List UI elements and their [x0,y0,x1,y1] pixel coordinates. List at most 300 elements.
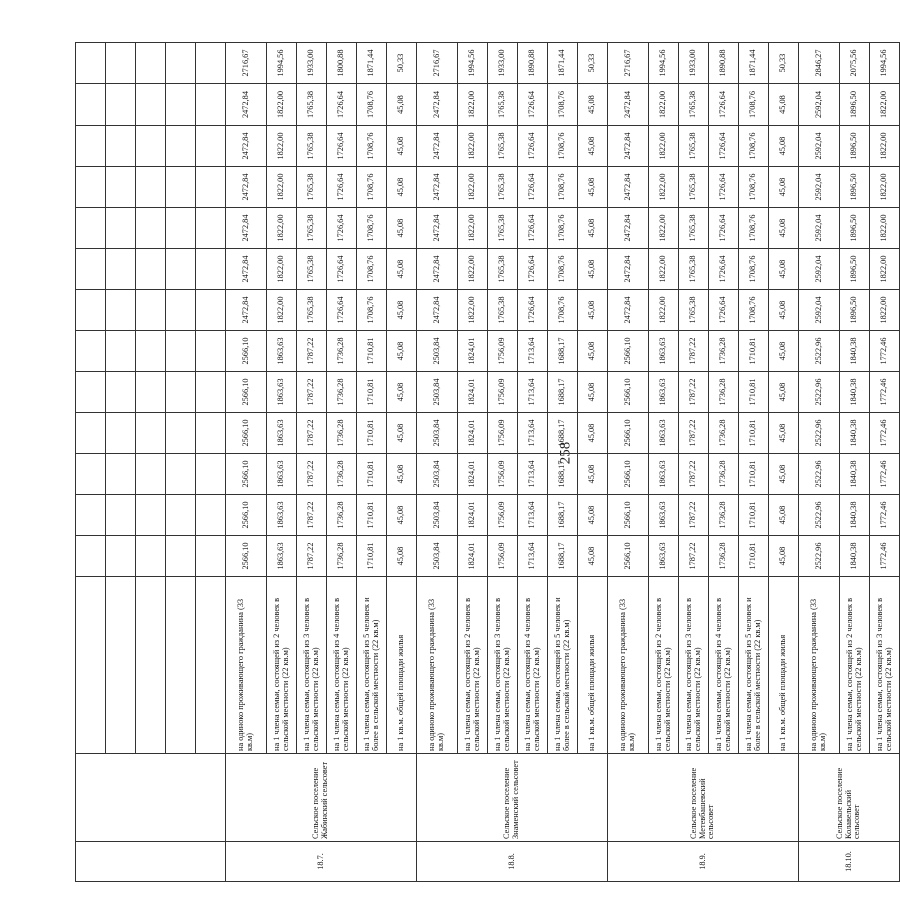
tariff-value: 2472,84 [226,249,267,290]
norm-category: на 1 члена семьи, состоящей из 3 человек в сельской местности (22 кв.м) [679,577,709,754]
tariff-value: 1765,38 [679,84,709,126]
tariff-value: 45,08 [387,536,417,577]
norm-category: на 1 члена семьи, состоящей из 5 человек и более в сельской местности (22 кв.м) [739,577,769,754]
tariff-value: 45,08 [769,126,799,167]
tariff-value: 1822,00 [870,290,900,331]
tariff-value: 1863,63 [649,495,679,536]
tariff-value: 1708,76 [548,84,578,126]
tariff-value [196,290,226,331]
norm-category: на 1 члена семьи, состоящей из 4 человек в сельской местности (22 кв.м) [518,577,548,754]
tariff-value: 1822,00 [649,167,679,208]
tariff-value: 1688,17 [548,413,578,454]
tariff-value: 1710,81 [739,331,769,372]
tariff-value: 1710,81 [357,495,387,536]
tariff-value: 45,08 [578,167,608,208]
tariff-value: 1726,64 [518,167,548,208]
tariff-value: 45,08 [387,413,417,454]
tariff-value: 1863,63 [649,372,679,413]
tariff-value: 2566,10 [608,536,649,577]
tariff-value: 1840,38 [840,372,870,413]
table-body [76,43,900,882]
tariff-value: 2716,67 [417,43,458,84]
tariff-value [106,126,136,167]
tariff-value [166,84,196,126]
tariff-value: 45,08 [578,372,608,413]
tariff-value: 2472,84 [608,167,649,208]
tariff-value: 1688,17 [548,372,578,413]
tariff-value [166,249,196,290]
tariff-value: 1840,38 [840,495,870,536]
section-number [76,842,226,882]
tariff-value: 1708,76 [357,208,387,249]
tariff-value: 1713,64 [518,413,548,454]
tariff-value: 2522,96 [799,536,840,577]
tariff-value [76,413,106,454]
tariff-value [106,372,136,413]
tariff-value [196,413,226,454]
tariff-value: 2472,84 [417,249,458,290]
tariff-value: 1896,50 [840,290,870,331]
tariff-value: 1822,00 [458,290,488,331]
tariff-value: 1736,28 [709,331,739,372]
tariff-value: 2503,84 [417,331,458,372]
tariff-value: 1840,38 [840,413,870,454]
tariff-value: 1765,38 [297,290,327,331]
tariff-value: 1787,22 [679,372,709,413]
settlement-name: Сельское поселение Знаменский сельсовет [417,754,608,842]
tariff-value: 1708,76 [739,249,769,290]
tariff-value: 2503,84 [417,413,458,454]
tariff-value: 2522,96 [799,413,840,454]
tariff-value: 45,08 [769,249,799,290]
tariff-value [166,495,196,536]
tariff-value: 1736,28 [327,454,357,495]
tariff-value: 1822,00 [870,84,900,126]
tariff-value: 1822,00 [649,208,679,249]
norm-category [136,577,166,754]
norm-category: на одиноко проживающего гражданина (33 кв.м) [417,577,458,754]
tariff-value: 2472,84 [226,84,267,126]
tariff-value: 1896,50 [840,126,870,167]
tariff-value [106,249,136,290]
tariff-value: 2472,84 [226,167,267,208]
tariff-value [196,454,226,495]
norm-category [106,577,136,754]
tariff-value: 2472,84 [417,290,458,331]
tariff-value: 1765,38 [679,167,709,208]
tariff-value: 45,08 [578,84,608,126]
settlement-name: Сельское поселение Жабинский сельсовет [226,754,417,842]
tariff-value: 1708,76 [739,126,769,167]
tariff-value [76,495,106,536]
tariff-value [136,372,166,413]
tariff-value: 45,08 [578,413,608,454]
tariff-value: 2503,84 [417,495,458,536]
norm-category: на 1 члена семьи, состоящей из 3 человек в сельской местности (22 кв.м) [870,577,900,754]
tariff-value: 1708,76 [357,249,387,290]
tariff-value: 1787,22 [297,331,327,372]
section-number: 18.10. [799,842,900,882]
tariff-value: 2472,84 [608,290,649,331]
norm-category: на 1 члена семьи, состоящей из 5 человек и более в сельской местности (22 кв.м) [548,577,578,754]
tariff-value: 1708,76 [739,290,769,331]
tariff-value: 2716,67 [608,43,649,84]
tariff-value: 1756,09 [488,536,518,577]
norm-category: на 1 члена семьи, состоящей из 2 человек в сельской местности (22 кв.м) [267,577,297,754]
tariff-value: 1994,56 [649,43,679,84]
tariff-value: 45,08 [769,454,799,495]
norm-category: на 1 члена семьи, состоящей из 5 человек и более в сельской местности (22 кв.м) [357,577,387,754]
tariff-value: 1708,76 [739,84,769,126]
norm-category: на 1 члена семьи, состоящей из 4 человек в сельской местности (22 кв.м) [709,577,739,754]
tariff-value [136,331,166,372]
tariff-value: 1765,38 [297,84,327,126]
tariff-value: 1726,64 [709,167,739,208]
tariff-value: 1896,50 [840,249,870,290]
tariff-value: 1726,64 [327,84,357,126]
tariff-value: 1787,22 [679,331,709,372]
tariff-value: 2472,84 [226,126,267,167]
tariff-value: 1765,38 [297,208,327,249]
tariff-value: 45,08 [578,208,608,249]
tariff-value [196,208,226,249]
tariff-value: 45,08 [387,126,417,167]
tariff-value: 2566,10 [608,331,649,372]
tariff-value [136,536,166,577]
tariff-value: 1708,76 [548,249,578,290]
tariff-value: 1822,00 [870,126,900,167]
tariff-value: 1688,17 [548,536,578,577]
tariff-value [106,536,136,577]
tariff-value: 2472,84 [608,208,649,249]
tariff-value: 1736,28 [327,536,357,577]
tariff-value: 1756,09 [488,495,518,536]
tariff-value [136,413,166,454]
tariff-value: 1772,46 [870,536,900,577]
tariff-value: 1726,64 [709,290,739,331]
tariff-value [106,495,136,536]
tariff-value: 1863,63 [267,536,297,577]
tariff-value: 1736,28 [709,413,739,454]
table-row [608,43,649,882]
tariff-value: 2566,10 [226,372,267,413]
tariff-value: 1710,81 [357,454,387,495]
tariff-value: 1708,76 [357,126,387,167]
tariff-value [166,290,196,331]
tariff-value: 1822,00 [649,126,679,167]
tariff-value: 1688,17 [548,331,578,372]
tariff-value: 1710,81 [739,495,769,536]
tariff-value [166,126,196,167]
tariff-value: 1710,81 [739,372,769,413]
tariff-value: 1933,00 [297,43,327,84]
tariff-value: 2566,10 [226,454,267,495]
tariff-value [166,372,196,413]
tariff-value: 1765,38 [488,167,518,208]
tariff-value: 1713,64 [518,372,548,413]
tariff-value: 1726,64 [709,84,739,126]
tariff-value: 1822,00 [458,167,488,208]
page-number: 258 [557,441,574,465]
tariff-value: 1863,63 [267,372,297,413]
tariff-value: 1871,44 [357,43,387,84]
tariff-value: 1708,76 [739,208,769,249]
tariff-value: 2566,10 [608,454,649,495]
tariff-value: 1896,50 [840,208,870,249]
tariff-value: 50,33 [387,43,417,84]
tariff-value: 1713,64 [518,331,548,372]
tariff-value: 1787,22 [297,495,327,536]
tariff-value: 2522,96 [799,372,840,413]
tariff-table [75,42,900,882]
tariff-value: 45,08 [769,167,799,208]
tariff-value [136,43,166,84]
tariff-value: 1708,76 [357,167,387,208]
tariff-value: 1994,56 [870,43,900,84]
tariff-value: 1822,00 [458,208,488,249]
tariff-value: 1710,81 [357,413,387,454]
tariff-value [76,372,106,413]
tariff-value: 1772,46 [870,372,900,413]
tariff-value: 1708,76 [357,290,387,331]
tariff-value: 1765,38 [679,249,709,290]
tariff-value: 1772,46 [870,331,900,372]
tariff-value: 2522,96 [799,495,840,536]
tariff-value [136,249,166,290]
tariff-value: 1710,81 [357,536,387,577]
tariff-value: 1765,38 [488,290,518,331]
tariff-value [136,208,166,249]
tariff-value: 45,08 [578,454,608,495]
tariff-value [106,454,136,495]
tariff-value: 1756,09 [488,413,518,454]
tariff-value: 2846,27 [799,43,840,84]
tariff-value: 2472,84 [608,126,649,167]
tariff-value: 45,08 [769,413,799,454]
tariff-value: 2472,84 [417,126,458,167]
tariff-value: 1765,38 [488,208,518,249]
tariff-value: 1863,63 [267,495,297,536]
tariff-value: 1736,28 [709,495,739,536]
norm-category: на 1 кв.м. общей площади жилья [769,577,799,754]
tariff-value: 1840,38 [840,454,870,495]
tariff-value [106,43,136,84]
tariff-value: 2472,84 [226,208,267,249]
tariff-value: 2472,84 [226,290,267,331]
tariff-value: 1708,76 [548,208,578,249]
tariff-value: 1994,56 [458,43,488,84]
section-number: 18.9. [608,842,799,882]
tariff-value: 1840,38 [840,331,870,372]
tariff-value: 45,08 [578,331,608,372]
tariff-value: 1896,50 [840,167,870,208]
tariff-value: 45,08 [578,290,608,331]
tariff-value: 1800,88 [327,43,357,84]
tariff-value: 1726,64 [327,208,357,249]
tariff-value: 2566,10 [608,495,649,536]
table-row [417,43,458,882]
norm-category [166,577,196,754]
tariff-value: 45,08 [387,84,417,126]
tariff-value [196,536,226,577]
norm-category [76,577,106,754]
tariff-value: 1736,28 [709,536,739,577]
tariff-value: 1726,64 [709,126,739,167]
section-number: 18.8. [417,842,608,882]
tariff-value: 1787,22 [297,372,327,413]
tariff-value [106,167,136,208]
tariff-value: 50,33 [578,43,608,84]
tariff-value: 1822,00 [870,208,900,249]
tariff-value [106,290,136,331]
tariff-value [106,413,136,454]
tariff-value: 1824,01 [458,536,488,577]
tariff-value [136,126,166,167]
tariff-value: 45,08 [769,331,799,372]
norm-category: на 1 кв.м. общей площади жилья [387,577,417,754]
tariff-value [136,495,166,536]
tariff-value: 1765,38 [488,249,518,290]
tariff-value: 1822,00 [267,208,297,249]
tariff-value: 1765,38 [679,208,709,249]
tariff-value: 1710,81 [739,413,769,454]
tariff-value: 1688,17 [548,495,578,536]
tariff-value: 1772,46 [870,495,900,536]
tariff-value: 1863,63 [649,454,679,495]
tariff-value [136,290,166,331]
tariff-value: 1726,64 [518,290,548,331]
table-row [76,43,106,882]
tariff-value: 1772,46 [870,454,900,495]
tariff-value: 1890,88 [518,43,548,84]
tariff-value: 1713,64 [518,454,548,495]
tariff-value [76,43,106,84]
tariff-value: 1726,64 [518,126,548,167]
tariff-value: 1736,28 [327,372,357,413]
tariff-value: 1863,63 [649,536,679,577]
tariff-value: 1824,01 [458,372,488,413]
norm-category: на 1 члена семьи, состоящей из 2 человек в сельской местности (22 кв.м) [649,577,679,754]
tariff-value [196,43,226,84]
tariff-value [196,126,226,167]
tariff-value: 1787,22 [679,413,709,454]
tariff-value: 1822,00 [267,84,297,126]
tariff-value [166,331,196,372]
tariff-value: 2472,84 [608,84,649,126]
tariff-value: 1863,63 [267,331,297,372]
tariff-value: 2566,10 [226,331,267,372]
tariff-value: 1756,09 [488,454,518,495]
tariff-value [136,84,166,126]
tariff-value: 1688,17 [548,454,578,495]
tariff-value: 1708,76 [548,290,578,331]
tariff-value: 1787,22 [297,454,327,495]
tariff-value: 1822,00 [458,84,488,126]
tariff-value: 1726,64 [518,249,548,290]
tariff-value: 45,08 [578,249,608,290]
tariff-value [166,536,196,577]
tariff-value: 1824,01 [458,454,488,495]
tariff-value [106,208,136,249]
tariff-value [76,331,106,372]
tariff-value: 45,08 [387,372,417,413]
tariff-value [196,84,226,126]
tariff-value: 1824,01 [458,413,488,454]
tariff-value: 1765,38 [488,126,518,167]
tariff-value: 1933,00 [679,43,709,84]
tariff-value [196,331,226,372]
tariff-value [76,536,106,577]
tariff-value: 1713,64 [518,536,548,577]
tariff-value: 1822,00 [267,167,297,208]
norm-category: на 1 члена семьи, состоящей из 2 человек в сельской местности (22 кв.м) [458,577,488,754]
tariff-value: 1736,28 [709,454,739,495]
tariff-value [76,167,106,208]
tariff-value: 45,08 [387,167,417,208]
tariff-value: 2503,84 [417,536,458,577]
tariff-value: 1871,44 [548,43,578,84]
tariff-value: 1710,81 [739,454,769,495]
norm-category: на одиноко проживающего гражданина (33 кв.м) [608,577,649,754]
norm-category [196,577,226,754]
tariff-value: 1726,64 [518,208,548,249]
tariff-value: 1863,63 [267,454,297,495]
tariff-value: 1710,81 [357,372,387,413]
tariff-value: 1822,00 [458,249,488,290]
tariff-value: 1708,76 [357,84,387,126]
tariff-value: 1708,76 [739,167,769,208]
tariff-value: 1822,00 [267,249,297,290]
tariff-value: 1726,64 [518,84,548,126]
tariff-value: 1726,64 [709,249,739,290]
tariff-value: 1710,81 [739,536,769,577]
tariff-value: 2566,10 [226,495,267,536]
norm-category: на 1 члена семьи, состоящей из 2 человек в сельской местности (22 кв.м) [840,577,870,754]
tariff-value: 45,08 [387,454,417,495]
tariff-value: 2472,84 [417,167,458,208]
tariff-value: 50,33 [769,43,799,84]
tariff-value: 2503,84 [417,372,458,413]
tariff-value: 1787,22 [679,495,709,536]
tariff-value: 1710,81 [357,331,387,372]
tariff-value: 45,08 [769,495,799,536]
tariff-value: 1863,63 [649,331,679,372]
tariff-value: 2592,04 [799,126,840,167]
tariff-value: 45,08 [578,126,608,167]
tariff-value: 1824,01 [458,331,488,372]
tariff-value: 45,08 [769,536,799,577]
tariff-value: 2592,04 [799,249,840,290]
tariff-value: 2472,84 [417,84,458,126]
norm-category: на одиноко проживающего гражданина (33 кв.м) [799,577,840,754]
tariff-value: 1840,38 [840,536,870,577]
tariff-value: 1822,00 [870,167,900,208]
tariff-value [136,454,166,495]
tariff-value: 1765,38 [488,84,518,126]
settlement-name [76,754,226,842]
tariff-value: 1822,00 [649,290,679,331]
tariff-value [76,454,106,495]
tariff-value: 1708,76 [548,167,578,208]
tariff-value [76,126,106,167]
tariff-value: 1787,22 [297,536,327,577]
tariff-value [166,454,196,495]
tariff-value: 45,08 [578,536,608,577]
tariff-value [76,208,106,249]
norm-category: на 1 кв.м. общей площади жилья [578,577,608,754]
tariff-value: 2075,56 [840,43,870,84]
tariff-value [196,167,226,208]
